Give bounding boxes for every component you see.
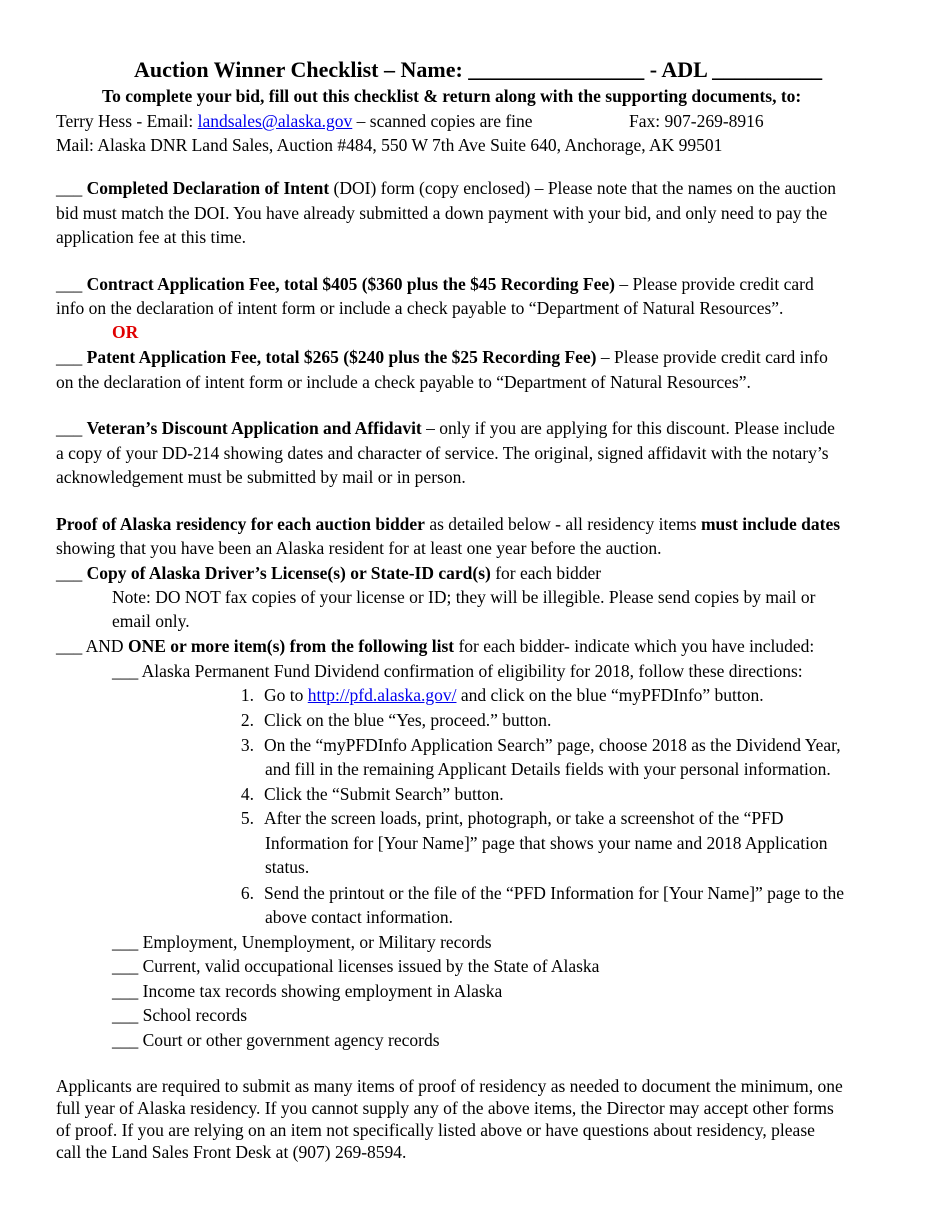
additional-proof-item [56, 634, 814, 658]
step-1 [226, 683, 764, 707]
proof-label: Current, valid occupational licenses issued by the State of Alaska [142, 956, 600, 976]
step-text: On the “myPFDInfo Application Search” page, choose 2018 as the Dividend Year, [264, 735, 841, 755]
checkbox-blank[interactable]: ___ [56, 418, 83, 438]
license-text: for each bidder [490, 563, 602, 583]
patent-fee-text: – Please provide credit card info [596, 347, 828, 367]
additional-proof-label: ONE or more item(s) from the following list [127, 636, 455, 656]
proof-label: School records [142, 1005, 248, 1025]
proof-employment [112, 930, 492, 954]
proof-income-tax [112, 979, 502, 1003]
step-5-line-3: status. [265, 857, 310, 877]
contact-line [56, 109, 533, 133]
footer-line-1: Applicants are required to submit as many items of proof of residency as needed to document the minimum, one [56, 1076, 843, 1096]
step-number: 2. [240, 710, 254, 730]
step-6 [226, 881, 844, 905]
or-separator: OR [112, 322, 139, 342]
veteran-text-line-3: acknowledgement must be submitted by mail or in person. [56, 467, 466, 487]
veteran-label: Veteran’s Discount Application and Affidavit [86, 418, 422, 438]
doi-item [56, 176, 836, 200]
step-text: Send the printout or the file of the “PFD Information for [Your Name]” page to the [264, 883, 844, 903]
and-text: AND [82, 636, 128, 656]
patent-fee-label: Patent Application Fee, total $265 ($240 plus the $25 Recording Fee) [86, 347, 597, 367]
checkbox-blank[interactable]: ___ [56, 563, 83, 583]
patent-fee-item [56, 345, 828, 369]
checkbox-blank[interactable]: ___ [112, 956, 139, 976]
step-number: 6. [240, 883, 254, 903]
footer-line-3: of proof. If you are relying on an item not specifically listed above or have questions about residency, please [56, 1120, 815, 1140]
doi-text-line-3: application fee at this time. [56, 227, 247, 247]
fax-number: Fax: 907-269-8916 [629, 111, 764, 131]
step-number: 3. [240, 735, 254, 755]
instructions-heading: To complete your bid, fill out this checklist & return along with the supporting documents, to: [102, 86, 802, 106]
step-5-line-2: Information for [Your Name]” page that shows your name and 2018 Application [265, 833, 828, 853]
email-link[interactable]: landsales@alaska.gov [197, 111, 353, 131]
proof-label: Employment, Unemployment, or Military records [142, 932, 492, 952]
contact-name: Terry Hess - Email: [56, 111, 198, 131]
checkbox-blank[interactable]: ___ [56, 274, 83, 294]
veteran-item [56, 416, 835, 440]
pfd-label: Alaska Permanent Fund Dividend confirmation of eligibility for 2018, follow these directions: [141, 661, 803, 681]
step-text: Click on the blue “Yes, proceed.” button. [264, 710, 552, 730]
patent-fee-text-line-2: on the declaration of intent form or include a check payable to “Department of Natural Resources”. [56, 372, 751, 392]
footer-line-2: full year of Alaska residency. If you cannot supply any of the above items, the Director may accept other forms [56, 1098, 834, 1118]
checkbox-blank[interactable]: ___ [112, 661, 139, 681]
page-title: Auction Winner Checklist – Name: ________________ - ADL __________ [134, 57, 823, 82]
pfd-link[interactable]: http://pfd.alaska.gov/ [307, 685, 457, 705]
proof-school [112, 1003, 247, 1027]
proof-court [112, 1028, 440, 1052]
checkbox-blank[interactable]: ___ [56, 636, 83, 656]
step-number: 1. [240, 685, 254, 705]
step-4 [226, 782, 504, 806]
proof-licenses [112, 954, 599, 978]
step-6-line-2: above contact information. [265, 907, 454, 927]
step-5 [226, 806, 784, 830]
contract-fee-item [56, 272, 814, 296]
contract-fee-text: – Please provide credit card [614, 274, 814, 294]
license-item [56, 561, 601, 585]
step-number: 4. [240, 784, 254, 804]
license-note: Note: DO NOT fax copies of your license or ID; they will be illegible. Please send copies by mail or [112, 587, 816, 607]
step-text: After the screen loads, print, photograph, or take a screenshot of the “PFD [264, 808, 784, 828]
checkbox-blank[interactable]: ___ [56, 347, 83, 367]
checkbox-blank[interactable]: ___ [56, 178, 83, 198]
license-label: Copy of Alaska Driver’s License(s) or State-ID card(s) [86, 563, 491, 583]
step-2 [226, 708, 551, 732]
contract-fee-label: Contract Application Fee, total $405 ($360 plus the $45 Recording Fee) [86, 274, 615, 294]
contact-note: – scanned copies are fine [352, 111, 533, 131]
footer-line-4: call the Land Sales Front Desk at (907) 269-8594. [56, 1142, 407, 1162]
checkbox-blank[interactable]: ___ [112, 932, 139, 952]
step-text: Go to [264, 685, 308, 705]
proof-label: Court or other government agency records [142, 1030, 440, 1050]
checkbox-blank[interactable]: ___ [112, 1005, 139, 1025]
veteran-text: – only if you are applying for this discount. Please include [421, 418, 835, 438]
step-3-line-2: and fill in the remaining Applicant Details fields with your personal information. [265, 759, 831, 779]
mailing-address: Mail: Alaska DNR Land Sales, Auction #484, 550 W 7th Ave Suite 640, Anchorage, AK 99501 [56, 135, 723, 155]
residency-intro-line-2: showing that you have been an Alaska resident for at least one year before the auction. [56, 538, 662, 558]
step-number: 5. [240, 808, 254, 828]
checkbox-blank[interactable]: ___ [112, 981, 139, 1001]
doi-text: (DOI) form (copy enclosed) – Please note that the names on the auction [329, 178, 837, 198]
veteran-text-line-2: a copy of your DD-214 showing dates and character of service. The original, signed affidavit with the notary’s [56, 443, 829, 463]
doi-label: Completed Declaration of Intent [86, 178, 330, 198]
residency-heading: Proof of Alaska residency for each auction bidder [56, 514, 425, 534]
license-note-line-2: email only. [112, 611, 190, 631]
residency-emphasis: must include dates [700, 514, 841, 534]
step-text: Click the “Submit Search” button. [264, 784, 504, 804]
checkbox-blank[interactable]: ___ [112, 1030, 139, 1050]
additional-proof-text: for each bidder- indicate which you have included: [454, 636, 815, 656]
step-3 [226, 733, 841, 757]
residency-intro [56, 512, 840, 536]
contract-fee-text-line-2: info on the declaration of intent form or include a check payable to “Department of Natural Resources”. [56, 298, 784, 318]
proof-label: Income tax records showing employment in Alaska [142, 981, 503, 1001]
step-text: and click on the blue “myPFDInfo” button. [456, 685, 764, 705]
pfd-item [112, 659, 803, 683]
residency-intro-text: as detailed below - all residency items [424, 514, 701, 534]
doi-text-line-2: bid must match the DOI. You have already submitted a down payment with your bid, and only need to pay the [56, 203, 828, 223]
